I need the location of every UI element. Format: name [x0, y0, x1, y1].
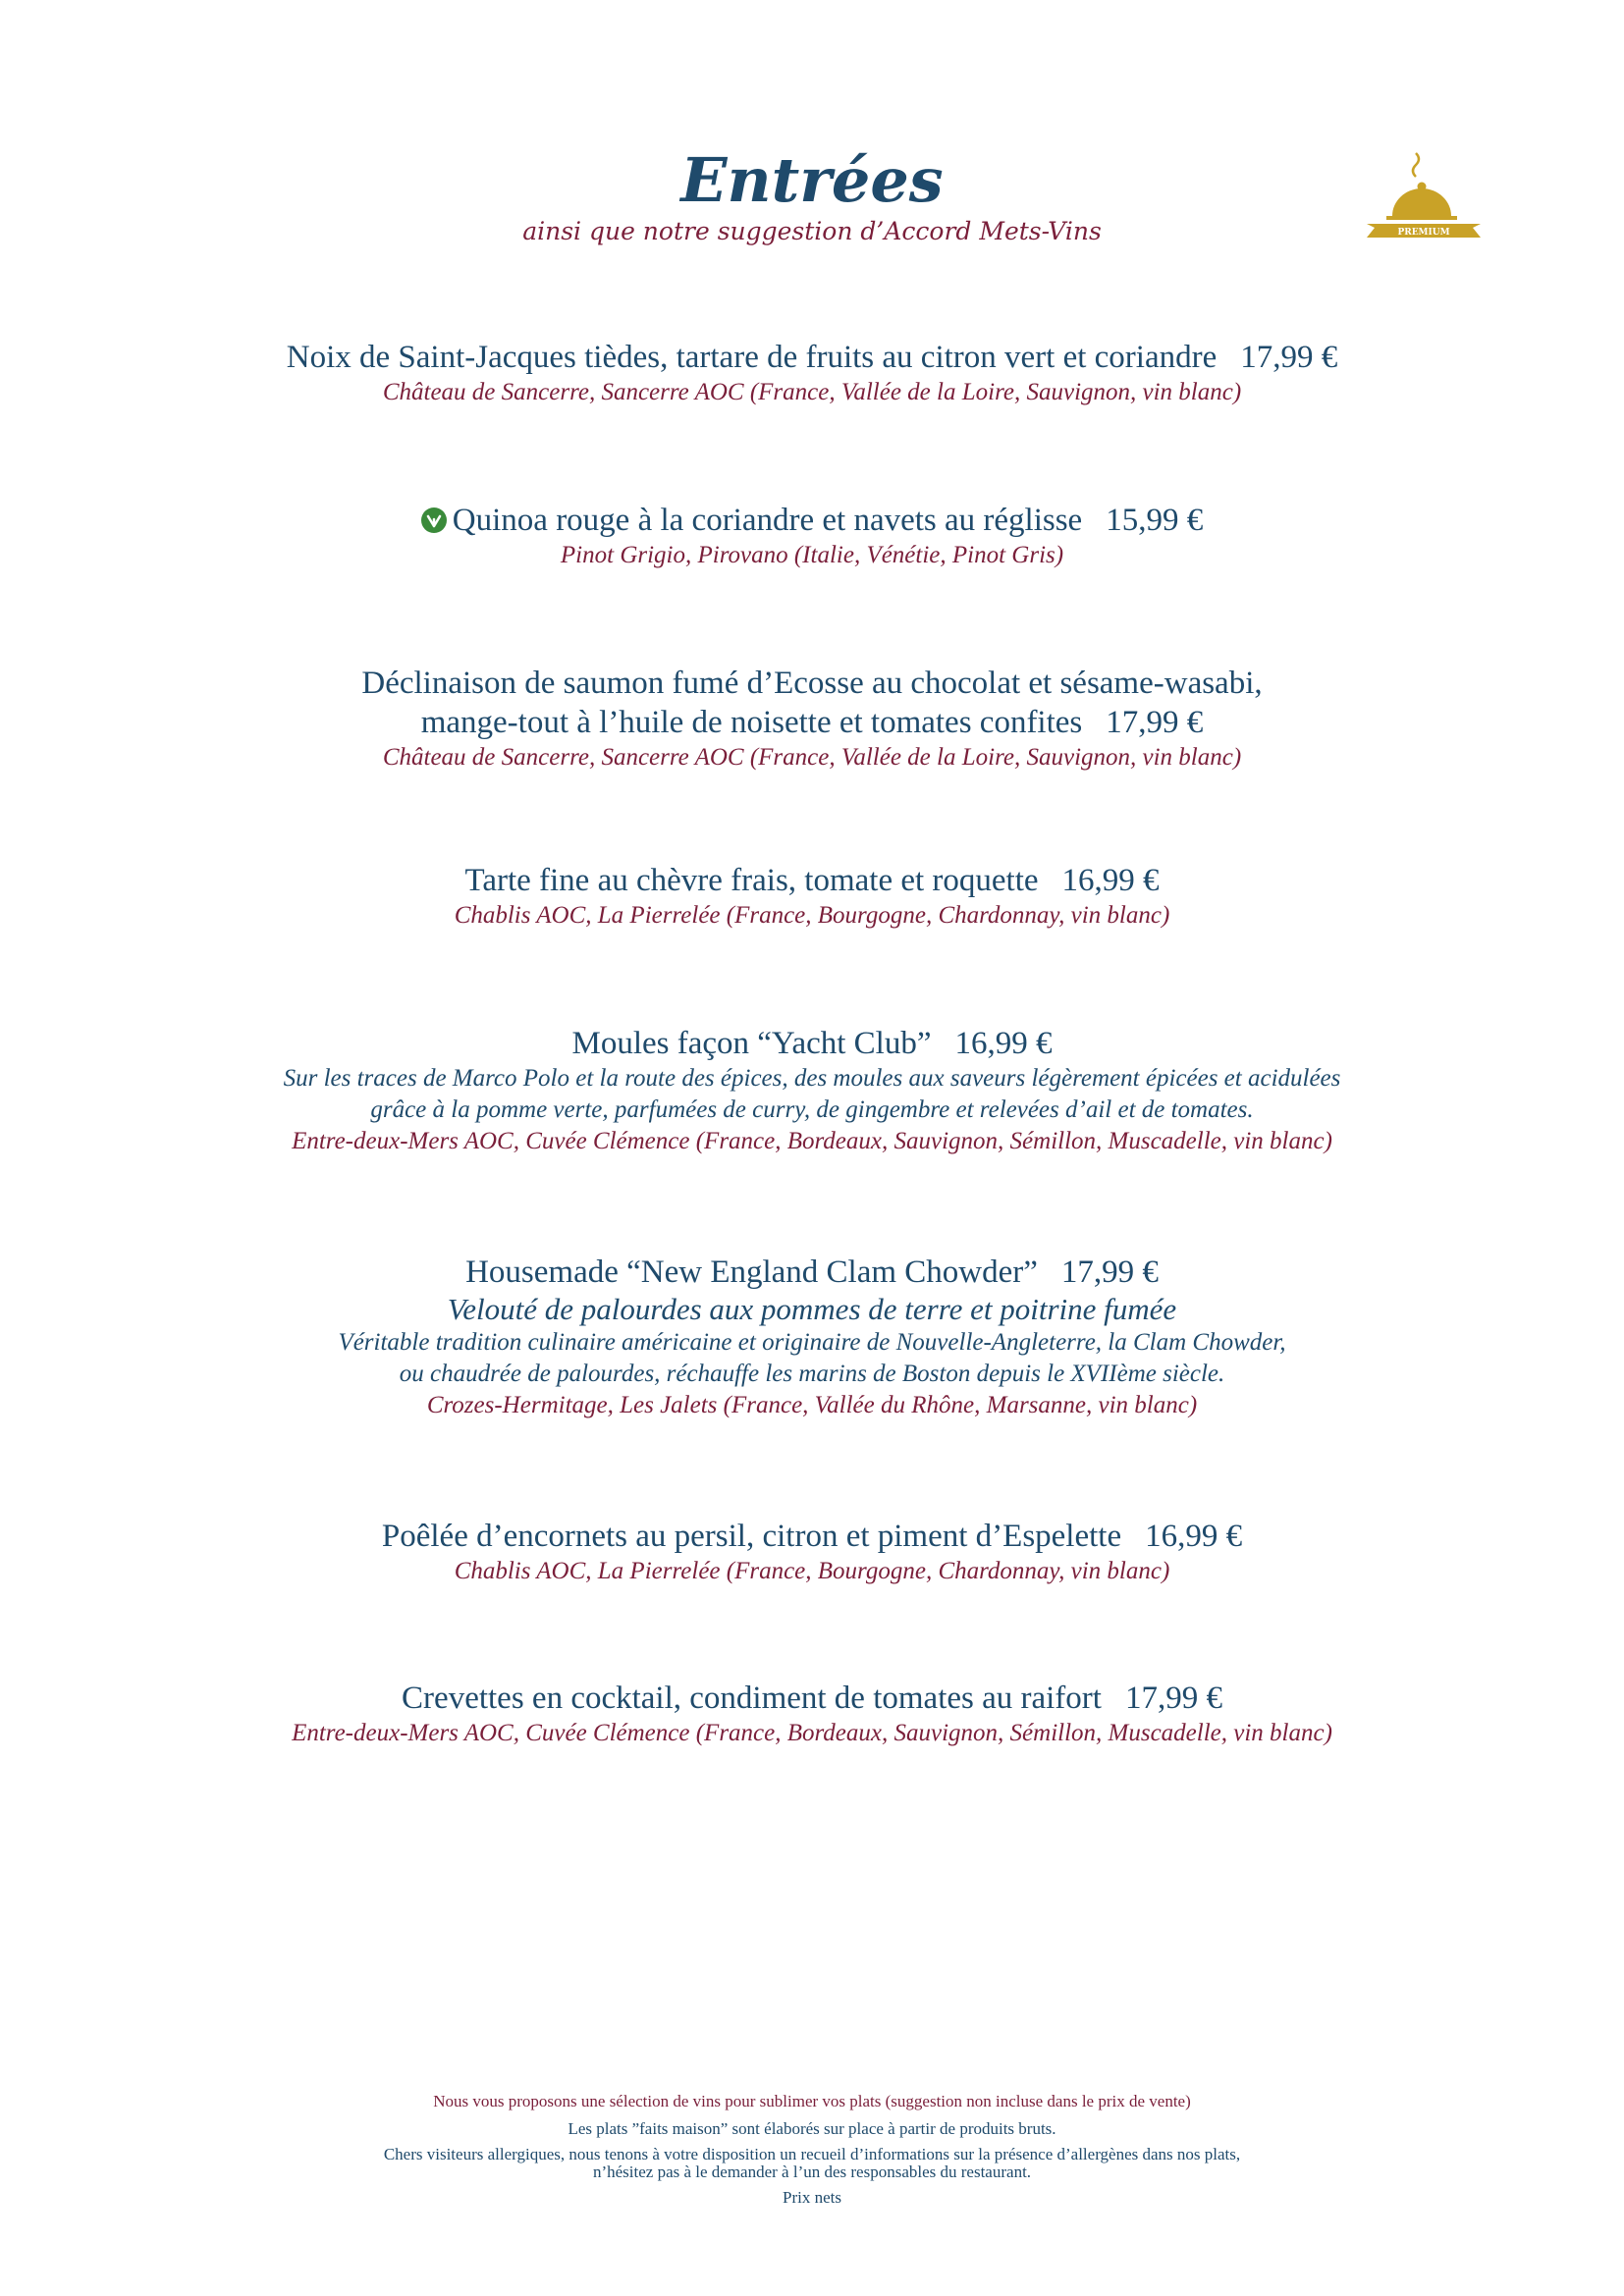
wine-pairing: Château de Sancerre, Sancerre AOC (France, Vallée de la Loire, Sauvignon, vin blanc): [382, 744, 1242, 771]
premium-badge: [1365, 147, 1483, 249]
premium-ribbon: [1367, 224, 1481, 238]
cloche-icon: [1386, 153, 1457, 220]
dish-price: 17,99 €: [1124, 1681, 1222, 1716]
dish-name-line: [0, 338, 1624, 377]
dish-price: 17,99 €: [1106, 705, 1204, 740]
dish-description-line-2: grâce à la pomme verte, parfumées de curry, de gingembre et relevées d’ail et de tomates.: [370, 1096, 1254, 1123]
dish-name-line-2: [0, 703, 1624, 742]
dish-name: Tarte fine au chèvre frais, tomate et roquette: [464, 863, 1039, 898]
wine-pairing: Crozes-Hermitage, Les Jalets (France, Vallée du Rhône, Marsanne, vin blanc): [426, 1392, 1198, 1418]
wine-pairing: Chablis AOC, La Pierrelée (France, Bourgogne, Chardonnay, vin blanc): [454, 902, 1170, 929]
dish-name: mange-tout à l’huile de noisette et tomates confites: [420, 705, 1083, 740]
dish-description-line-2: ou chaudrée de palourdes, réchauffe les marins de Boston depuis le XVIIème siècle.: [399, 1361, 1225, 1387]
dish-name-line: [0, 861, 1624, 900]
dish-name: Quinoa rouge à la coriandre et navets au réglisse: [452, 503, 1083, 538]
dish-name-line: [0, 501, 1624, 540]
wine-pairing: Chablis AOC, La Pierrelée (France, Bourgogne, Chardonnay, vin blanc): [454, 1558, 1170, 1584]
menu-item: [0, 664, 1624, 774]
page-footer: [0, 2091, 1624, 2209]
dish-name: Housemade “New England Clam Chowder”: [465, 1255, 1038, 1290]
dish-subtitle: Velouté de palourdes aux pommes de terre et poitrine fumée: [447, 1292, 1177, 1326]
dish-price: 16,99 €: [1145, 1519, 1243, 1554]
footer-allergen-note-line-2: n’hésitez pas à le demander à l’un des responsables du restaurant.: [592, 2163, 1032, 2181]
dish-name: Moules façon “Yacht Club”: [571, 1026, 932, 1061]
wine-pairing: Pinot Grigio, Pirovano (Italie, Vénétie, Pinot Gris): [560, 542, 1064, 568]
dish-description-line-1: Véritable tradition culinaire américaine et originaire de Nouvelle-Angleterre, la Clam Chowder,: [338, 1329, 1286, 1356]
wine-pairing: Entre-deux-Mers AOC, Cuvée Clémence (France, Bordeaux, Sauvignon, Sémillon, Muscadelle, vin blanc): [292, 1128, 1332, 1154]
menu-item: [0, 1024, 1624, 1157]
dish-description-line-1: Sur les traces de Marco Polo et la route des épices, des moules aux saveurs légèrement épicées et acidulées: [283, 1065, 1341, 1092]
page-title: Entrées: [680, 144, 944, 216]
dish-price: 15,99 €: [1106, 503, 1204, 538]
menu-item: [0, 1253, 1624, 1421]
menu-item: [0, 1517, 1624, 1587]
footer-allergen-note-line-1: Chers visiteurs allergiques, nous tenons à votre disposition un recueil d’informations sur la présence d’allergènes dans nos plats,: [383, 2145, 1241, 2163]
wine-pairing: Entre-deux-Mers AOC, Cuvée Clémence (France, Bordeaux, Sauvignon, Sémillon, Muscadelle, vin blanc): [292, 1720, 1332, 1746]
dish-name-line: [0, 1024, 1624, 1063]
footer-net-prices: Prix nets: [783, 2188, 841, 2207]
vegetarian-icon: [421, 507, 447, 533]
menu-item: [0, 861, 1624, 932]
dish-price: 16,99 €: [1061, 863, 1160, 898]
dish-name: Crevettes en cocktail, condiment de tomates au raifort: [402, 1681, 1102, 1716]
footer-homemade-note: Les plats ”faits maison” sont élaborés sur place à partir de produits bruts.: [568, 2119, 1056, 2138]
wine-pairing: Château de Sancerre, Sancerre AOC (France, Vallée de la Loire, Sauvignon, vin blanc): [382, 379, 1242, 405]
dish-name: Noix de Saint-Jacques tièdes, tartare de fruits au citron vert et coriandre: [286, 340, 1218, 375]
dish-price: 16,99 €: [954, 1026, 1053, 1061]
menu-item: [0, 338, 1624, 408]
dish-price: 17,99 €: [1060, 1255, 1159, 1290]
page-subtitle: ainsi que notre suggestion d’Accord Mets-Vins: [522, 217, 1102, 245]
footer-wine-note: Nous vous proposons une sélection de vins pour sublimer vos plats (suggestion non incluse dans le prix de vente): [433, 2092, 1191, 2110]
dish-name-line: [0, 1253, 1624, 1292]
dish-name-line: [0, 1679, 1624, 1718]
menu-item: [0, 1679, 1624, 1749]
dish-name: Poêlée d’encornets au persil, citron et piment d’Espelette: [381, 1519, 1122, 1554]
dish-name-line: [0, 1517, 1624, 1556]
dish-price: 17,99 €: [1240, 340, 1338, 375]
dish-name-line-1: Déclinaison de saumon fumé d’Ecosse au chocolat et sésame-wasabi,: [361, 666, 1263, 701]
badge-label: PREMIUM: [1397, 228, 1450, 238]
menu-item: [0, 501, 1624, 571]
